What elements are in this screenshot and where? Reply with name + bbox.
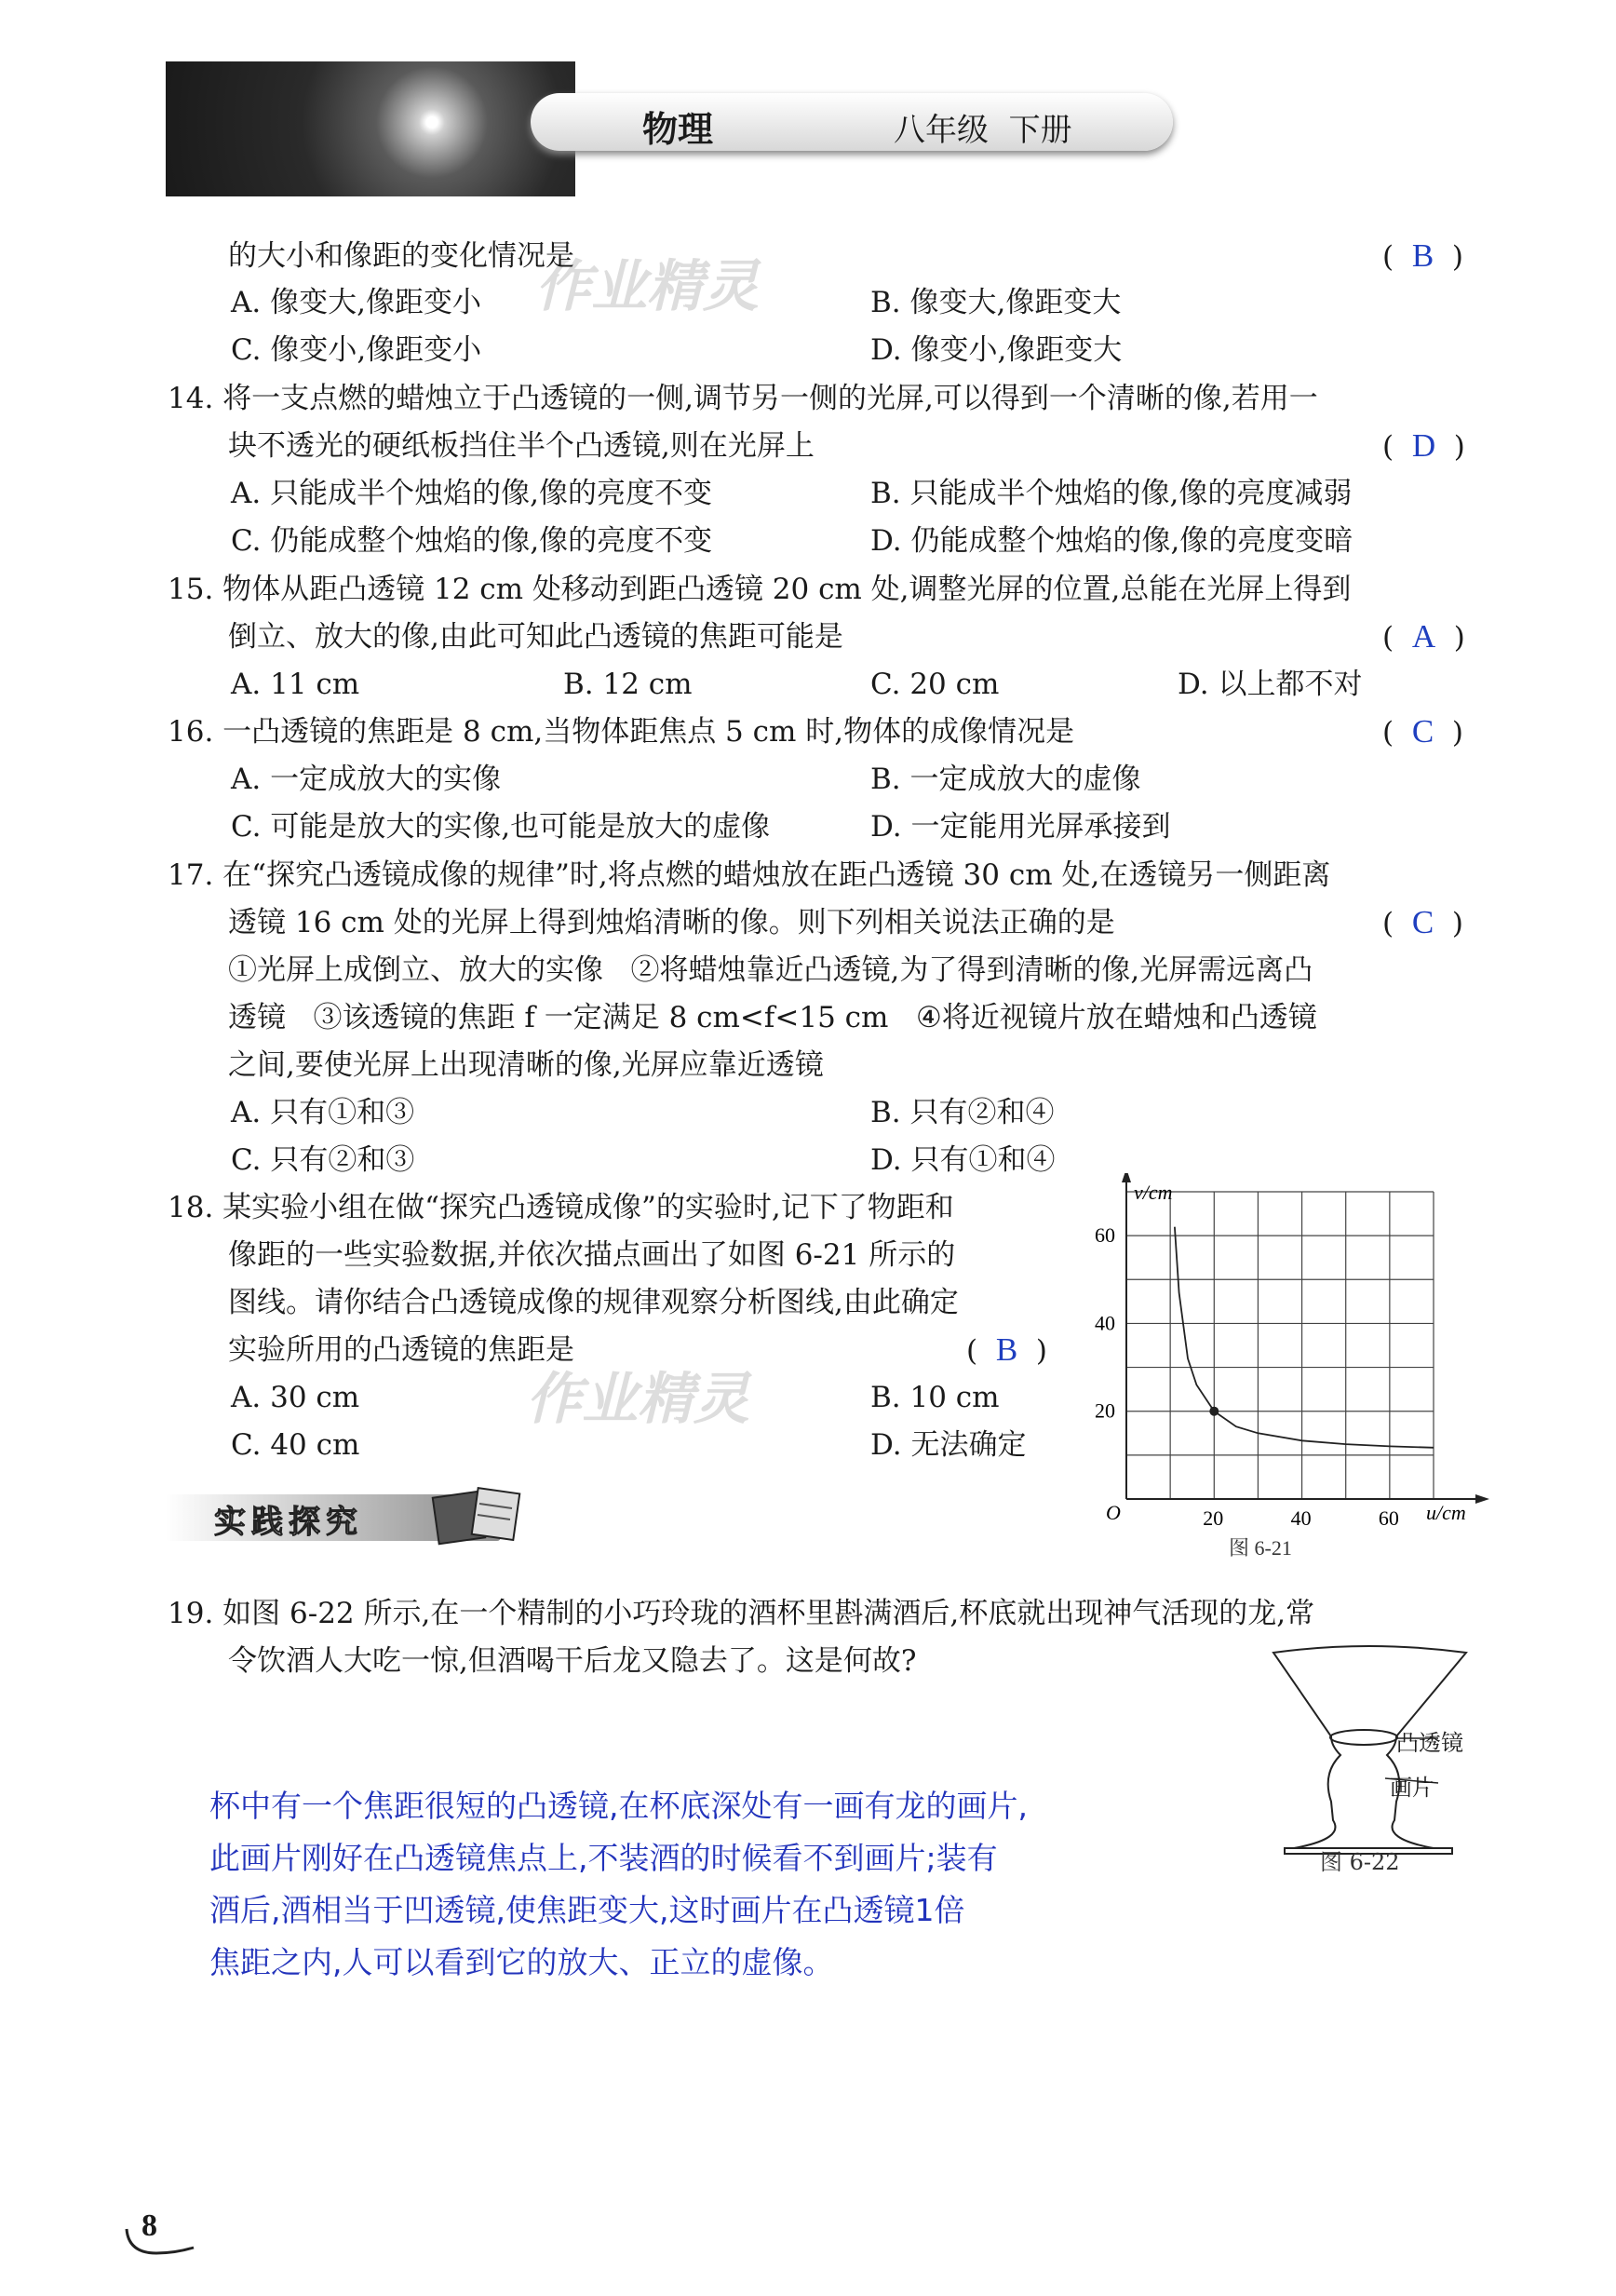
q16-answer-bracket: ( C ): [1382, 713, 1463, 750]
q16-stem: 16. 一凸透镜的焦距是 8 cm,当物体距焦点 5 cm 时,物体的成像情况是: [168, 715, 1075, 749]
chart-caption: 图 6-21: [1229, 1536, 1292, 1560]
origin-label: O: [1106, 1501, 1121, 1524]
q15-stem: 15. 物体从距凸透镜 12 cm 处移动到距凸透镜 20 cm 处,调整光屏的位置,总能在光屏上得到: [168, 573, 1352, 606]
x-axis-arrow: [1475, 1494, 1489, 1504]
q16-option: D. 一定能用光屏承接到: [870, 810, 1171, 844]
q16-option: A. 一定成放大的实像: [231, 763, 502, 796]
q17-stem: 之间,要使光屏上出现清晰的像,光屏应靠近透镜: [228, 1048, 824, 1082]
q16-answer: C: [1411, 713, 1434, 750]
q16-option: C. 可能是放大的实像,也可能是放大的虚像: [231, 810, 771, 844]
q14-option: B. 只能成半个烛焰的像,像的亮度减弱: [870, 477, 1353, 510]
x-tick-label: 60: [1378, 1506, 1399, 1530]
data-point: [1209, 1407, 1219, 1416]
figure-6-22-caption: 图 6-22: [1320, 1849, 1400, 1875]
q13-option: B. 像变大,像距变大: [870, 286, 1122, 319]
q17-option: D. 只有①和④: [870, 1143, 1056, 1177]
q13-answer-bracket: ( B ): [1382, 237, 1463, 274]
q17-answer: C: [1411, 904, 1434, 940]
page-number: 8: [141, 2208, 157, 2243]
header-banner: [166, 61, 575, 196]
book-icon: [428, 1485, 521, 1550]
q18-stem: 像距的一些实验数据,并依次描点画出了如图 6-21 所示的: [228, 1238, 956, 1272]
y-axis-label: v/cm: [1134, 1181, 1173, 1204]
handwritten-answer-line: 此画片刚好在凸透镜焦点上,不装酒的时候看不到画片;装有: [209, 1840, 998, 1876]
q14-stem: 14. 将一支点燃的蜡烛立于凸透镜的一侧,调节另一侧的光屏,可以得到一个清晰的像,若用一: [168, 382, 1318, 415]
q17-stem: 透镜 16 cm 处的光屏上得到烛焰清晰的像。则下列相关说法正确的是: [228, 906, 1115, 939]
watermark: 作业精灵: [535, 254, 759, 319]
q18-option: D. 无法确定: [870, 1428, 1027, 1462]
q13-answer: B: [1411, 237, 1434, 274]
handwritten-answer-line: 酒后,酒相当于凹透镜,使焦距变大,这时画片在凸透镜1倍: [209, 1892, 965, 1928]
q18-option: C. 40 cm: [231, 1428, 360, 1462]
q13-option: C. 像变小,像距变小: [231, 333, 482, 367]
y-tick-label: 60: [1095, 1223, 1115, 1248]
label-convex-lens: 凸透镜: [1396, 1730, 1463, 1756]
handwritten-answer-line: 杯中有一个焦距很短的凸透镜,在杯底深处有一画有龙的画片,: [209, 1788, 1028, 1824]
header-bar: [531, 93, 1173, 151]
y-tick-label: 20: [1095, 1398, 1115, 1423]
q18-option: A. 30 cm: [231, 1381, 360, 1414]
y-axis-arrow: [1122, 1173, 1131, 1182]
q15-answer-bracket: ( A ): [1382, 618, 1465, 655]
q17-answer-bracket: ( C ): [1382, 904, 1463, 940]
q15-option: C. 20 cm: [870, 668, 1000, 701]
q14-option: A. 只能成半个烛焰的像,像的亮度不变: [231, 477, 712, 510]
q17-option: B. 只有②和④: [870, 1096, 1055, 1129]
q17-stem: 透镜 ③该透镜的焦距 f 一定满足 8 cm<f<15 cm ④将近视镜片放在蜡烛和凸透镜: [228, 1001, 1317, 1034]
q18-stem: 图线。请你结合凸透镜成像的规律观察分析图线,由此确定: [228, 1286, 959, 1319]
x-tick-label: 20: [1203, 1506, 1224, 1530]
header-subject: 物理: [642, 109, 714, 150]
q18-answer-bracket: ( B ): [966, 1331, 1047, 1368]
q18-answer: B: [995, 1331, 1018, 1368]
q16-option: B. 一定成放大的虚像: [870, 763, 1141, 796]
q17-option: C. 只有②和③: [231, 1143, 415, 1177]
q17-stem: ①光屏上成倒立、放大的实像 ②将蜡烛靠近凸透镜,为了得到清晰的像,光屏需远离凸: [228, 953, 1313, 987]
y-tick-label: 40: [1095, 1311, 1115, 1335]
q15-stem: 倒立、放大的像,由此可知此凸透镜的焦距可能是: [228, 620, 843, 654]
page-number-swoosh: [119, 2225, 203, 2262]
x-axis-label: u/cm: [1426, 1501, 1466, 1524]
q19-stem: 令饮酒人大吃一惊,但酒喝干后龙又隐去了。这是何故?: [228, 1644, 917, 1678]
chart-grid: [1126, 1192, 1434, 1499]
q15-answer: A: [1411, 618, 1436, 655]
figure-6-21-chart: [1089, 1173, 1489, 1564]
header-grade: 八年级 下册: [894, 112, 1072, 149]
q13-option: D. 像变小,像距变大: [870, 333, 1123, 367]
q18-option: B. 10 cm: [870, 1381, 1000, 1414]
q18-stem: 实验所用的凸透镜的焦距是: [228, 1333, 574, 1367]
q13-stem: 的大小和像距的变化情况是: [228, 239, 574, 273]
q14-stem: 块不透光的硬纸板挡住半个凸透镜,则在光屏上: [228, 429, 815, 463]
q15-option: B. 12 cm: [563, 668, 693, 701]
label-picture: 画片: [1390, 1775, 1434, 1801]
q15-option: A. 11 cm: [231, 668, 360, 701]
q19-stem: 19. 如图 6-22 所示,在一个精制的小巧玲珑的酒杯里斟满酒后,杯底就出现神气活现的龙,常: [168, 1597, 1315, 1630]
section-banner-title: 实践探究: [214, 1504, 363, 1541]
q14-answer-bracket: ( D ): [1382, 427, 1465, 464]
q14-answer: D: [1411, 427, 1436, 464]
q17-stem: 17. 在“探究凸透镜成像的规律”时,将点燃的蜡烛放在距凸透镜 30 cm 处,在透镜另一侧距离: [168, 858, 1331, 892]
q14-option: D. 仍能成整个烛焰的像,像的亮度变暗: [870, 524, 1353, 558]
q17-option: A. 只有①和③: [231, 1096, 415, 1129]
chart-axes: [1122, 1173, 1489, 1504]
q18-stem: 18. 某实验小组在做“探究凸透镜成像”的实验时,记下了物距和: [168, 1191, 954, 1224]
q13-option: A. 像变大,像距变小: [231, 286, 481, 319]
x-tick-label: 40: [1290, 1506, 1312, 1530]
handwritten-answer-line: 焦距之内,人可以看到它的放大、正立的虚像。: [209, 1944, 834, 1980]
watermark: 作业精灵: [526, 1367, 749, 1432]
q14-option: C. 仍能成整个烛焰的像,像的亮度不变: [231, 524, 713, 558]
q15-option: D. 以上都不对: [1178, 668, 1363, 701]
